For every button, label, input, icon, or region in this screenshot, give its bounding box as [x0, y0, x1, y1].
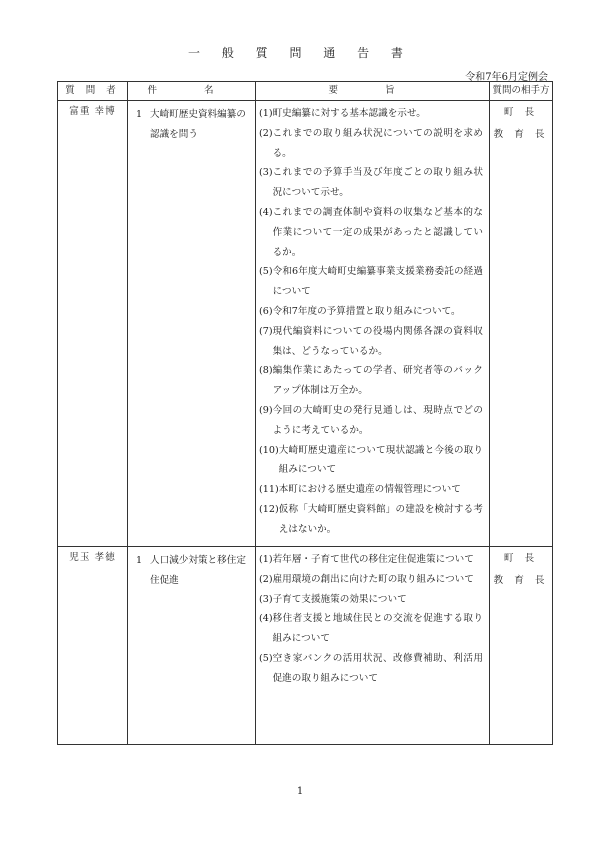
item-number: (5) [259, 266, 273, 278]
list-item [259, 649, 483, 689]
gist-cell [256, 101, 490, 547]
item-text: 子育て支援施策の効果について [272, 593, 407, 605]
subject-text: 人口減少対策と移住定住促進 [150, 555, 246, 586]
list-item [259, 480, 483, 500]
session-label: 令和7年6月定例会 [465, 72, 548, 83]
list-item [259, 262, 483, 302]
list-item [259, 550, 483, 570]
table-header-row [58, 82, 553, 101]
addressee-cell [490, 547, 553, 745]
item-text: 町史編纂に対する基本認識を示せ。 [272, 108, 426, 119]
list-item [259, 124, 483, 164]
item-text: 若年層・子育て世代の移住定住促進策について [272, 554, 474, 565]
list-item [259, 203, 483, 262]
item-number: (11) [259, 484, 279, 496]
item-number: (2) [259, 127, 273, 139]
subject-text: 大崎町歴史資料編纂の認識を問う [150, 109, 246, 140]
item-number: (9) [259, 404, 273, 416]
list-item [259, 500, 483, 540]
list-item [259, 441, 483, 481]
question-notice-table [57, 81, 553, 745]
item-text: 雇用環境の創出に向けた町の取り組みについて [272, 573, 474, 585]
item-text: 移住者支援と地域住民との交流を促進する取り組みについて [272, 613, 483, 645]
addressee-superintendent: 教 育 長 [493, 575, 549, 586]
item-number: (3) [259, 167, 273, 179]
item-number: (2) [259, 573, 273, 585]
addressee-mayor: 町 長 [503, 553, 539, 564]
header-questioner: 質 問 者 [58, 82, 128, 101]
item-text: 今回の大崎町史の発行見通しは、現時点でどのように考えているか。 [272, 404, 483, 436]
item-number: (4) [259, 613, 273, 625]
subject-cell [128, 101, 256, 547]
item-text: これまでの取り組み状況についての説明を求める。 [272, 127, 483, 159]
list-item [259, 163, 483, 203]
item-number: (4) [259, 206, 273, 218]
addressee-superintendent: 教 育 長 [493, 129, 549, 140]
item-text: 仮称「大崎町歴史資料館」の建設を検討する考えはないか。 [278, 503, 483, 535]
item-text: 現代編資料についての役場内関係各課の資料収集は、どうなっているか。 [272, 325, 483, 357]
header-addressee: 質問の相手方 [490, 82, 553, 101]
item-number: (3) [259, 593, 273, 605]
item-number: (8) [259, 365, 273, 377]
item-text: 空き家バンクの活用状況、改修費補助、利活用促進の取り組みについて [272, 652, 483, 684]
list-item [259, 104, 483, 124]
list-item [259, 570, 483, 590]
item-text: これまでの調査体制や資料の収集など基本的な作業について一定の成果があったと認識しているか。 [272, 206, 483, 258]
document-title: 一 般 質 問 通 告 書 [188, 46, 412, 60]
list-item [259, 609, 483, 649]
addressee-mayor: 町 長 [503, 107, 539, 118]
list-item [259, 401, 483, 441]
list-item [259, 302, 483, 322]
subject-number: 1 [136, 109, 143, 120]
list-item [259, 322, 483, 362]
addressee-cell [490, 101, 553, 547]
item-number: (7) [259, 325, 273, 337]
header-subject: 件 名 [128, 82, 256, 101]
item-number: (10) [259, 444, 279, 456]
table-row [58, 101, 553, 547]
gist-cell [256, 547, 490, 745]
questioner-name: 富重 幸博 [58, 101, 128, 547]
item-text: 令和7年度の予算措置と取り組みについて。 [272, 305, 461, 317]
header-gist: 要 旨 [256, 82, 490, 101]
item-number: (1) [259, 108, 273, 119]
subject-number: 1 [136, 555, 143, 566]
list-item [259, 590, 483, 610]
questioner-name: 児玉 孝徳 [58, 547, 128, 745]
list-item [259, 361, 483, 401]
item-number: (5) [259, 652, 273, 664]
subject-cell [128, 547, 256, 745]
item-text: これまでの予算手当及び年度ごとの取り組み状況について示せ。 [272, 167, 483, 199]
page-number: 1 [296, 786, 304, 797]
item-text: 編集作業にあたっての学者、研究者等のバックアップ体制は万全か。 [272, 365, 483, 397]
item-number: (1) [259, 554, 273, 565]
item-number: (6) [259, 305, 273, 317]
item-text: 大崎町歴史遺産について現状認識と今後の取り組みについて [278, 444, 483, 476]
item-number: (12) [259, 503, 279, 515]
item-text: 令和6年度大崎町史編纂事業支援業務委託の経過について [272, 266, 483, 298]
item-text: 本町における歴史遺産の情報管理について [278, 484, 461, 496]
table-row [58, 547, 553, 745]
